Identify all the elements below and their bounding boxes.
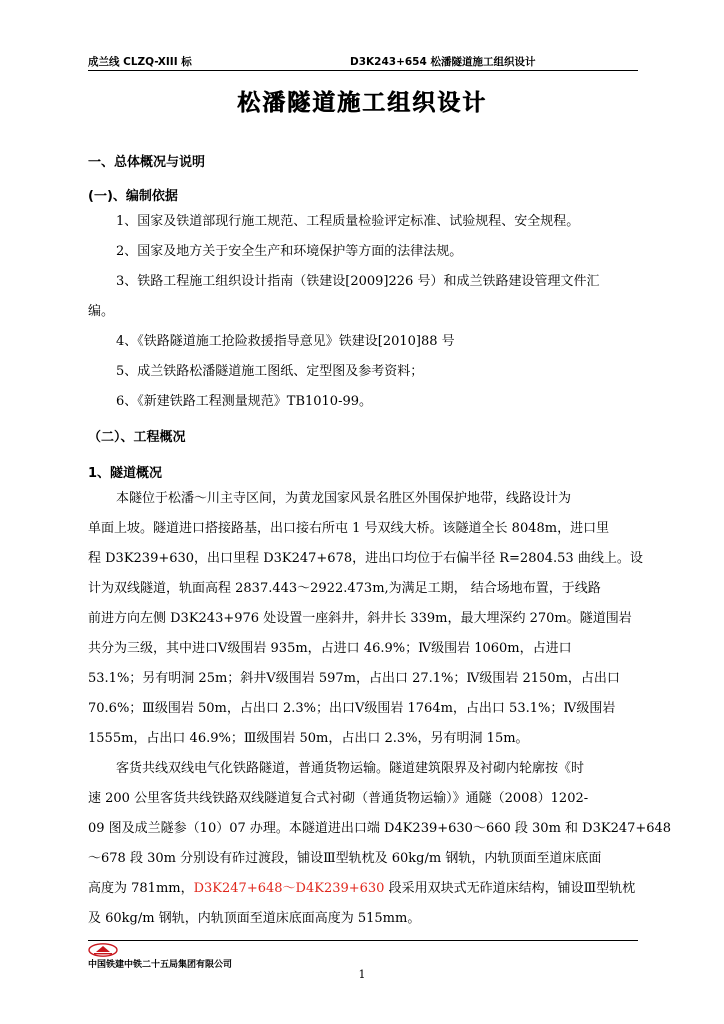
subsection-heading: （二）、工程概况 bbox=[88, 430, 186, 445]
basis-item: 6、《新建铁路工程测量规范》TB1010-99。 bbox=[116, 394, 373, 409]
highlighted-mileage: D3K247+648～D4K239+630 bbox=[193, 881, 385, 896]
paragraph-line: 53.1%；另有明洞 25m；斜井Ⅴ级围岩 597m，占出口 27.1%；Ⅳ级围岩 2150m，占出口 bbox=[88, 671, 620, 686]
paragraph-line: ～678 段 30m 分别设有砟过渡段，铺设Ⅲ型轨枕及 60kg/m 钢轨，内轨顶面至道床底面 bbox=[88, 851, 602, 866]
header-divider bbox=[88, 70, 638, 71]
basis-item: 1、国家及铁道部现行施工规范、工程质量检验评定标准、试验规程、安全规程。 bbox=[116, 214, 580, 229]
company-logo-icon bbox=[88, 943, 118, 957]
paragraph-line: 本隧位于松潘～川主寺区间，为黄龙国家风景名胜区外围保护地带，线路设计为 bbox=[116, 491, 572, 506]
header-right: D3K243+654 松潘隧道施工组织设计 bbox=[350, 56, 536, 68]
text-segment: 高度为 781mm， bbox=[88, 881, 194, 896]
page-title: 松潘隧道施工组织设计 bbox=[237, 90, 487, 116]
footer-divider bbox=[88, 940, 638, 941]
paragraph-line bbox=[88, 881, 635, 897]
section-heading: 一、总体概况与说明 bbox=[88, 155, 206, 170]
subsection-heading: (一)、编制依据 bbox=[88, 189, 178, 204]
paragraph-line: 单面上坡。隧道进口搭接路基，出口接右所屯 1 号双线大桥。该隧道全长 8048m，进口里 bbox=[88, 521, 610, 536]
paragraph-line: 计为双线隧道，轨面高程 2837.443～2922.473m,为满足工期， 结合场地布置，于线路 bbox=[88, 581, 601, 596]
subsection-heading: 1、隧道概况 bbox=[88, 466, 163, 481]
footer-company: 中国铁建中铁二十五局集团有限公司 bbox=[88, 960, 233, 970]
paragraph-line: 前进方向左侧 D3K243+976 处设置一座斜井，斜井长 339m，最大埋深约 270m。隧道围岩 bbox=[88, 611, 632, 626]
paragraph-line: 速 200 公里客货共线铁路双线隧道复合式衬砌（普通货物运输）》通隧（2008）1202- bbox=[88, 791, 589, 806]
basis-item: 5、成兰铁路松潘隧道施工图纸、定型图及参考资料； bbox=[116, 364, 424, 379]
paragraph-line: 客货共线双线电气化铁路隧道，普通货物运输。隧道建筑限界及衬砌内轮廓按《时 bbox=[116, 761, 585, 776]
paragraph-line: 程 D3K239+630，出口里程 D3K247+678，进出口均位于右偏半径 R=2804.53 曲线上。设 bbox=[88, 551, 643, 566]
basis-item: 编。 bbox=[88, 304, 115, 319]
paragraph-line: 70.6%；Ⅲ级围岩 50m，占出口 2.3%；出口Ⅴ级围岩 1764m，占出口 53.1%；Ⅳ级围岩 bbox=[88, 701, 616, 716]
page-number: 1 bbox=[358, 968, 366, 981]
paragraph-line: 1555m，占出口 46.9%；Ⅲ级围岩 50m，占出口 2.3%，另有明洞 15m。 bbox=[88, 731, 529, 746]
basis-item: 3、铁路工程施工组织设计指南（铁建设[2009]226 号）和成兰铁路建设管理文件汇 bbox=[116, 274, 600, 289]
basis-item: 2、国家及地方关于安全生产和环境保护等方面的法律法规。 bbox=[116, 244, 463, 259]
basis-item: 4、《铁路隧道施工抢险救援指导意见》铁建设[2010]88 号 bbox=[116, 334, 455, 349]
text-segment: 段采用双块式无砟道床结构，铺设Ⅲ型轨枕 bbox=[384, 881, 636, 896]
header-left: 成兰线 CLZQ-XIII 标 bbox=[88, 56, 192, 68]
paragraph-line: 及 60kg/m 钢轨，内轨顶面至道床底面高度为 515mm。 bbox=[88, 911, 421, 926]
paragraph-line: 09 图及成兰隧参（10）07 办理。本隧道进出口端 D4K239+630～660 段 30m 和 D3K247+648 bbox=[88, 821, 672, 836]
paragraph-line: 共分为三级，其中进口Ⅴ级围岩 935m，占进口 46.9%；Ⅳ级围岩 1060m，占进口 bbox=[88, 641, 572, 656]
